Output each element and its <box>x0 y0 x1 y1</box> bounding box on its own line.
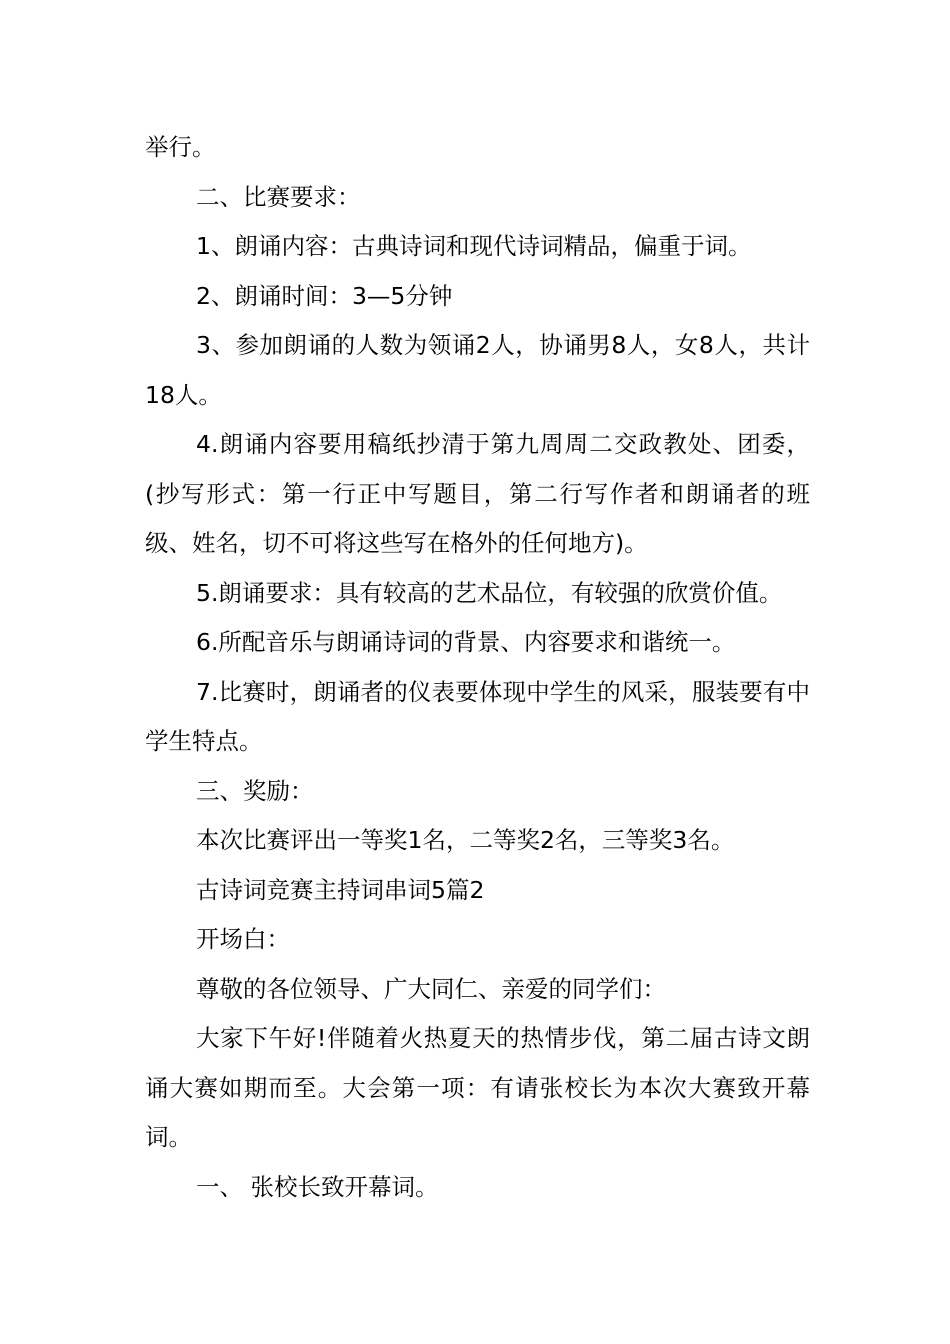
paragraph: 尊敬的各位领导、广大同仁、亲爱的同学们： <box>196 974 666 1003</box>
paragraph: 大家下午好!伴随着火热夏天的热情步伐，第二届古诗文朗诵大赛如期而至。大会第一项：有请张校长为本次大赛致开幕词。 <box>145 1024 810 1151</box>
section-title: 古诗词竞赛主持词串词5篇2 <box>196 875 485 904</box>
paragraph: 举行。 <box>145 133 216 161</box>
paragraph: 开场白： <box>196 925 290 953</box>
paragraph: 2、朗诵时间：3—5分钟 <box>196 281 453 310</box>
section-heading: 三、奖励： <box>196 776 314 805</box>
paragraph: 1、朗诵内容：古典诗词和现代诗词精品，偏重于词。 <box>196 232 752 260</box>
section-heading: 二、比赛要求： <box>196 182 361 211</box>
paragraph: 5.朗诵要求：具有较高的艺术品位，有较强的欣赏价值。 <box>196 578 783 607</box>
paragraph: 3、参加朗诵的人数为领诵2人，协诵男8人，女8人，共计18人。 <box>145 331 810 409</box>
paragraph: 一、 张校长致开幕词。 <box>196 1172 439 1201</box>
paragraph: 6.所配音乐与朗诵诗词的背景、内容要求和谐统一。 <box>196 628 736 656</box>
paragraph: 7.比赛时，朗诵者的仪表要体现中学生的风采，服装要有中学生特点。 <box>145 677 810 755</box>
document-body <box>145 123 810 1212</box>
paragraph: 4.朗诵内容要用稿纸抄清于第九周周二交政教处、团委，(抄写形式：第一行正中写题目，第二行写作者和朗诵者的班级、姓名，切不可将这些写在格外的任何地方)。 <box>145 430 810 557</box>
paragraph: 本次比赛评出一等奖1名，二等奖2名，三等奖3名。 <box>196 826 735 854</box>
